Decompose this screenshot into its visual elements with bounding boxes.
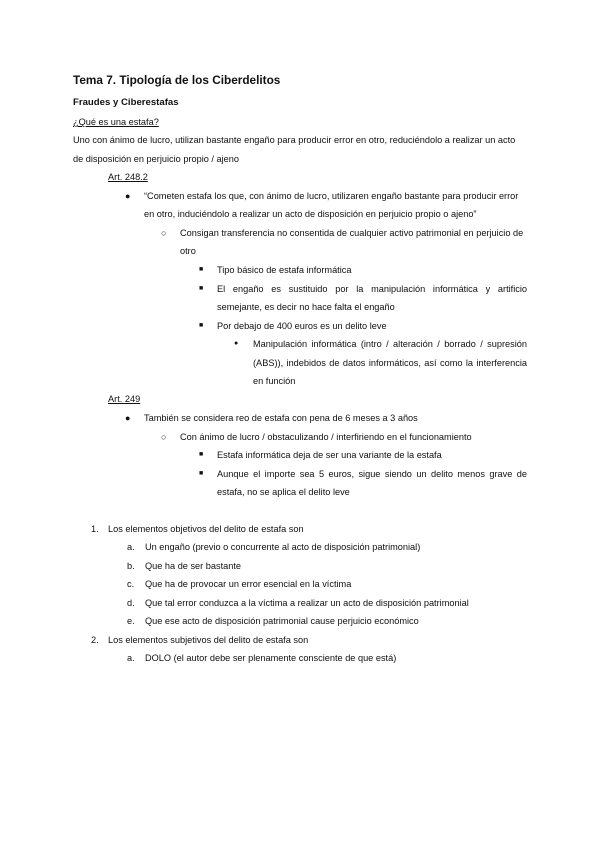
- square-marker: ■: [199, 266, 204, 273]
- art-248-item-2-line-1: El engaño es sustituido por la manipulación informática y artificio: [217, 284, 527, 294]
- art-248-deep-line-1: Manipulación informática (intro / alteración / borrado / supresión: [253, 339, 527, 349]
- page-title: Tema 7. Tipología de los Ciberdelitos: [73, 73, 281, 87]
- list-letter: a.: [127, 653, 135, 663]
- list-number: 1.: [91, 524, 99, 534]
- list-item-subjective: Los elementos subjetivos del delito de estafa son: [108, 635, 309, 645]
- art-248-heading: Art. 248.2: [108, 172, 148, 182]
- bullet-marker: ●: [234, 340, 239, 347]
- bullet-marker: ●: [125, 413, 131, 423]
- art-248-item-3: Por debajo de 400 euros es un delito leve: [217, 321, 387, 331]
- list-subitem: DOLO (el autor debe ser plenamente consciente de que está): [145, 653, 397, 663]
- art-248-sub-line-2: otro: [180, 246, 196, 256]
- list-subitem: Que ha de ser bastante: [145, 561, 242, 571]
- list-letter: e.: [127, 616, 135, 626]
- square-marker: ■: [199, 470, 204, 477]
- list-item-objective: Los elementos objetivos del delito de estafa son: [108, 524, 304, 534]
- square-marker: ■: [199, 451, 204, 458]
- list-subitem: Que tal error conduzca a la víctima a realizar un acto de disposición patrimonial: [145, 598, 469, 608]
- question-heading: ¿Qué es una estafa?: [73, 117, 159, 127]
- list-subitem: Un engaño (previo o concurrente al acto de disposición patrimonial): [145, 542, 421, 552]
- art-249-heading: Art. 249: [108, 394, 141, 404]
- art-249-bullet: También se considera reo de estafa con pena de 6 meses a 3 años: [144, 413, 418, 423]
- intro-line-1: Uno con ánimo de lucro, utilizan bastante engaño para producir error en otro, reduciéndolo a realizar un acto: [73, 135, 516, 145]
- circle-marker: ○: [161, 432, 167, 442]
- bullet-marker: ●: [125, 191, 131, 201]
- list-letter: c.: [127, 579, 135, 589]
- art-248-item-1: Tipo básico de estafa informática: [217, 265, 352, 275]
- art-248-item-2-line-2: semejante, es decir no hace falta el engaño: [217, 302, 395, 312]
- art-249-item-1: Estafa informática deja de ser una variante de la estafa: [217, 450, 442, 460]
- art-248-deep-line-2: (ABS)), indebidos de datos informáticos, así como la interferencia: [253, 358, 527, 368]
- square-marker: ■: [199, 285, 204, 292]
- list-number: 2.: [91, 635, 99, 645]
- circle-marker: ○: [161, 228, 167, 238]
- list-letter: a.: [127, 542, 135, 552]
- list-letter: b.: [127, 561, 135, 571]
- square-marker: ■: [199, 322, 204, 329]
- art-248-sub-line-1: Consigan transferencia no consentida de cualquier activo patrimonial en perjuicio de: [180, 228, 524, 238]
- list-subitem: Que ese acto de disposición patrimonial cause perjuicio económico: [145, 616, 419, 626]
- art-249-item-2-line-2: estafa, no se aplica el delito leve: [217, 487, 350, 497]
- intro-line-2: de disposición en perjuicio propio / ajeno: [73, 154, 239, 164]
- art-248-quote-line-2: en otro, induciéndolo a realizar un acto de disposición en perjuicio propio o ajeno”: [144, 209, 477, 219]
- section-subtitle: Fraudes y Ciberestafas: [73, 97, 179, 108]
- art-249-sub: Con ánimo de lucro / obstaculizando / interfiriendo en el funcionamiento: [180, 432, 472, 442]
- list-subitem: Que ha de provocar un error esencial en la víctima: [145, 579, 352, 589]
- art-249-item-2-line-1: Aunque el importe sea 5 euros, sigue siendo un delito menos grave de: [217, 469, 527, 479]
- art-248-quote-line-1: “Cometen estafa los que, con ánimo de lucro, utilizaren engaño bastante para producir error: [144, 191, 519, 201]
- art-248-deep-line-3: en función: [253, 376, 296, 386]
- list-letter: d.: [127, 598, 135, 608]
